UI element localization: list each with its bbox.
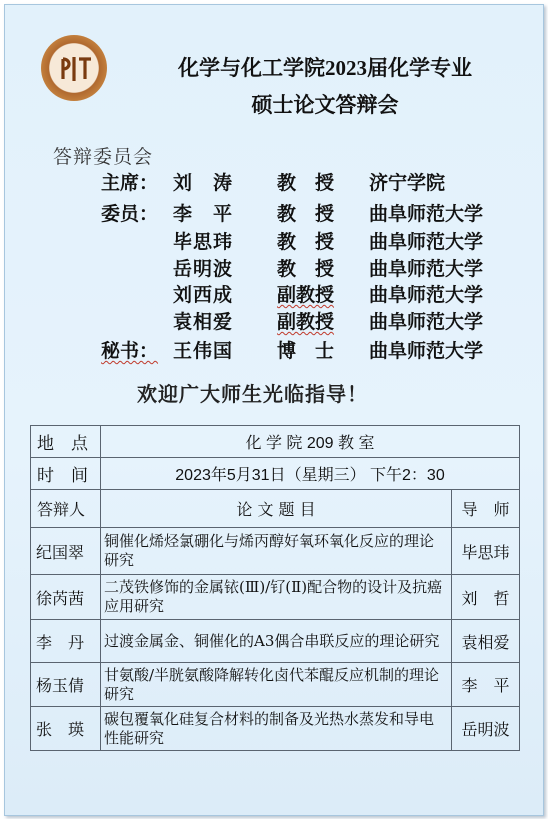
member-title: 博 士: [277, 340, 335, 362]
committee-heading: 答辩委员会: [53, 146, 154, 168]
table-row: [31, 575, 520, 620]
student-header: 答辩人: [31, 490, 101, 528]
topic-header: 论 文 题 目: [101, 490, 452, 528]
member-name: 刘西成: [173, 284, 234, 306]
student-name: 杨玉倩: [31, 663, 101, 707]
schedule-table: [30, 425, 520, 751]
location-value: 化 学 院 209 教 室: [101, 426, 520, 458]
member-role: 秘书：: [101, 340, 159, 362]
member-name: 李 平: [173, 203, 234, 225]
thesis-topic: 碳包覆氧化硅复合材料的制备及光热水蒸发和导电性能研究: [101, 707, 452, 751]
time-value: 2023年5月31日（星期三） 下午2：30: [101, 458, 520, 490]
member-title: 教 授: [277, 258, 335, 280]
supervisor-name: 毕思玮: [452, 528, 520, 575]
member-name: 刘 涛: [173, 172, 234, 194]
supervisor-name: 袁相爱: [452, 620, 520, 663]
thesis-topic: 铜催化烯烃氯硼化与烯丙醇好氧环氧化反应的理论研究: [101, 528, 452, 575]
student-name: 纪国翠: [31, 528, 101, 575]
member-title: 教 授: [277, 172, 335, 194]
time-label: 时 间: [31, 458, 101, 490]
member-unit: 曲阜师范大学: [369, 284, 484, 306]
thesis-topic: 过渡金属金、铜催化的A3偶合串联反应的理论研究: [101, 620, 452, 663]
thesis-topic: 二茂铁修饰的金属铱(Ⅲ)/钌(Ⅱ)配合物的设计及抗癌应用研究: [101, 575, 452, 620]
location-row: [31, 426, 520, 458]
member-unit: 曲阜师范大学: [369, 203, 484, 225]
member-name: 王伟国: [173, 340, 234, 362]
location-label: 地 点: [31, 426, 101, 458]
student-name: 李 丹: [31, 620, 101, 663]
supervisor-name: 刘 哲: [452, 575, 520, 620]
student-name: 张 瑛: [31, 707, 101, 751]
member-title: 教 授: [277, 203, 335, 225]
table-row: [31, 620, 520, 663]
event-title-line2: 硕士论文答辩会: [251, 93, 399, 117]
member-name: 毕思玮: [173, 231, 234, 253]
university-logo: [41, 35, 107, 101]
member-title: 副教授: [277, 284, 335, 306]
table-row: [31, 707, 520, 751]
member-title: 副教授: [277, 311, 335, 333]
table-header-row: [31, 490, 520, 528]
member-unit: 曲阜师范大学: [369, 231, 484, 253]
event-title-line1: 化学与化工学院2023届化学专业: [178, 56, 472, 80]
member-unit: 曲阜师范大学: [369, 258, 484, 280]
member-title: 教 授: [277, 231, 335, 253]
student-name: 徐芮茜: [31, 575, 101, 620]
member-role: 委员：: [101, 203, 159, 225]
supervisor-name: 李 平: [452, 663, 520, 707]
time-row: [31, 458, 520, 490]
thesis-topic: 甘氨酸/半胱氨酸降解转化卤代苯醌反应机制的理论研究: [101, 663, 452, 707]
table-row: [31, 663, 520, 707]
supervisor-header: 导 师: [452, 490, 520, 528]
member-unit: 曲阜师范大学: [369, 311, 484, 333]
member-name: 岳明波: [173, 258, 234, 280]
member-unit: 济宁学院: [369, 172, 446, 194]
table-row: [31, 528, 520, 575]
member-role: 主席：: [101, 172, 159, 194]
member-name: 袁相爱: [173, 311, 234, 333]
supervisor-name: 岳明波: [452, 707, 520, 751]
welcome-message: 欢迎广大师生光临指导！: [137, 382, 368, 406]
member-unit: 曲阜师范大学: [369, 340, 484, 362]
